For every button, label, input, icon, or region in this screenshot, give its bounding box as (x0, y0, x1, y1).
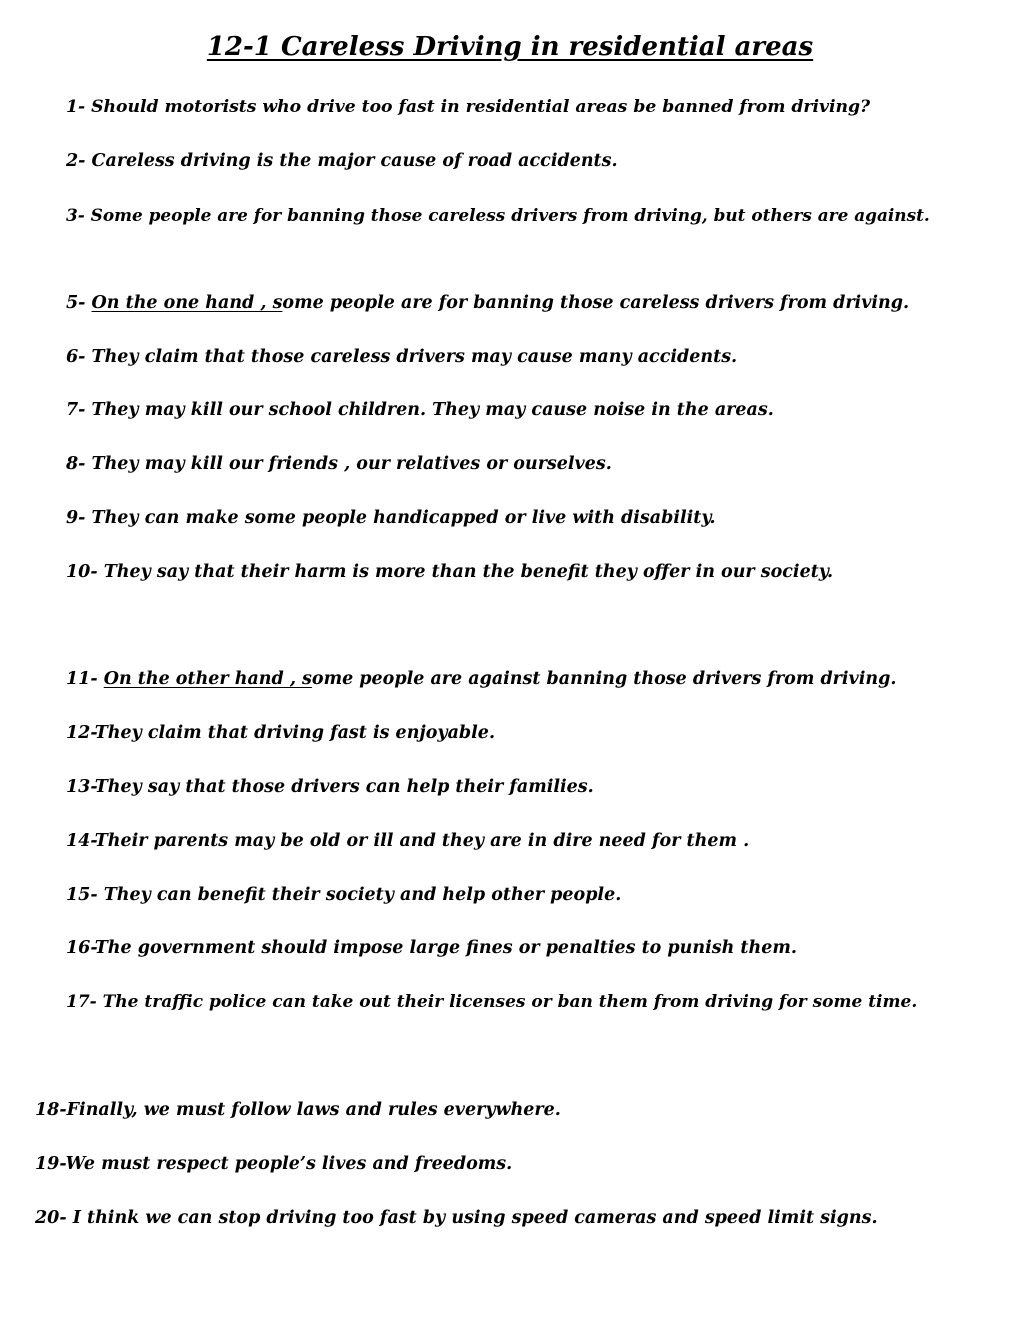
list-item (66, 884, 621, 906)
item-text: They say that those drivers can help their families. (94, 777, 594, 797)
item-number: 1- (66, 97, 92, 117)
list-item (66, 776, 594, 798)
item-number: 17- (66, 992, 103, 1012)
list-item (66, 292, 909, 314)
item-text: They claim that those careless drivers may cause many accidents. (91, 347, 738, 367)
list-item (66, 150, 618, 172)
item-number: 14- (66, 831, 95, 851)
item-number: 5- (66, 293, 92, 313)
item-number: 16- (66, 938, 95, 958)
item-number: 11- (66, 669, 104, 689)
list-item (66, 561, 833, 583)
item-text: They may kill our school children. They may cause noise in the areas. (91, 400, 774, 420)
item-number: 9- (66, 508, 92, 528)
list-item (66, 96, 870, 118)
item-number: 10- (66, 562, 104, 582)
item-underlined-phrase: On the other hand , s (103, 669, 312, 689)
item-text: Should motorists who drive too fast in residential areas be banned from driving? (91, 97, 871, 117)
item-text: They claim that driving fast is enjoyable. (94, 723, 496, 743)
item-text: They say that their harm is more than the benefit they offer in our society. (103, 562, 834, 582)
list-item (66, 204, 930, 226)
item-number: 20- (35, 1208, 73, 1228)
item-number: 6- (66, 347, 92, 367)
list-item (66, 507, 716, 529)
item-number: 8- (66, 454, 92, 474)
item-number: 19- (35, 1154, 66, 1174)
item-text: Their parents may be old or ill and they are in dire need for them . (94, 831, 750, 851)
item-text: They can make some people handicapped or live with disability. (91, 508, 716, 528)
item-underlined-phrase: On the one hand , s (91, 293, 283, 313)
item-text: ome people are against banning those drivers from driving. (311, 669, 897, 689)
list-item (66, 668, 896, 690)
item-number: 2- (66, 151, 92, 171)
item-text: ome people are for banning those careless drivers from driving. (282, 293, 910, 313)
list-item (66, 937, 797, 959)
list-item (35, 1153, 512, 1175)
item-number: 13- (66, 777, 95, 797)
item-number: 3- (66, 205, 91, 225)
list-item (66, 991, 917, 1013)
item-text: The traffic police can take out their licenses or ban them from driving for some time. (102, 992, 918, 1012)
list-item (66, 722, 495, 744)
list-item (66, 346, 737, 368)
item-text: Finally, we must follow laws and rules everywhere. (66, 1100, 561, 1120)
item-text: The government should impose large fines or penalties to punish them. (94, 938, 797, 958)
item-number: 15- (66, 885, 104, 905)
item-number: 7- (66, 400, 92, 420)
item-text: They can benefit their society and help other people. (103, 885, 622, 905)
item-text: Some people are for banning those careless drivers from driving, but others are against. (90, 205, 930, 225)
item-number: 12- (66, 723, 95, 743)
list-item (35, 1207, 878, 1229)
item-text: We must respect people’s lives and freedoms. (65, 1154, 513, 1174)
item-number: 18- (35, 1100, 67, 1120)
page-title: 12-1 Careless Driving in residential areas (206, 32, 814, 62)
item-text: Careless driving is the major cause of road accidents. (91, 151, 618, 171)
item-text: I think we can stop driving too fast by using speed cameras and speed limit signs. (72, 1208, 878, 1228)
list-item (66, 399, 774, 421)
list-item (66, 453, 612, 475)
item-text: They may kill our friends , our relatives or ourselves. (91, 454, 612, 474)
list-item (66, 830, 749, 852)
list-item (35, 1099, 561, 1121)
